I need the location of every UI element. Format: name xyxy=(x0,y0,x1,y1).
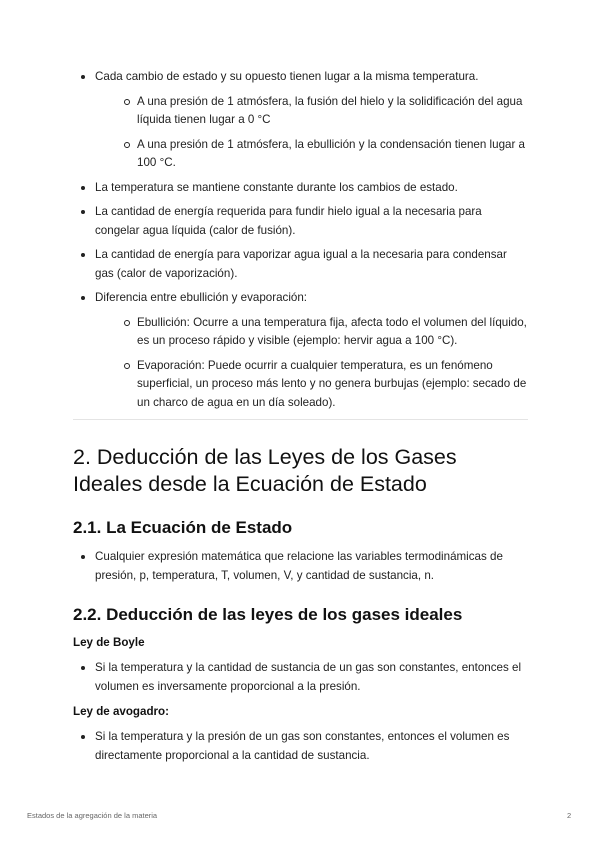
law-title: Ley de Boyle xyxy=(73,636,145,649)
section-title: 2. Deducción de las Leyes de los Gases Ideales desde la Ecuación de Estado xyxy=(73,445,457,496)
footer-document-title: Estados de la agregación de la materia xyxy=(27,811,158,820)
list-item-text: Diferencia entre ebullición y evaporación: xyxy=(95,291,308,304)
list-item: La cantidad de energía requerida para fundir hielo igual a la necesaria para congelar agua líquida (calor de fusión). xyxy=(73,203,528,240)
list-item: Cualquier expresión matemática que relacione las variables termodinámicas de presión, p, temperatura, T, volumen, V, y cantidad de sustancia, n. xyxy=(73,548,528,585)
list-item: Si la temperatura y la cantidad de sustancia de un gas son constantes, entonces el volumen es inversamente proporcional a la presión. xyxy=(73,659,528,696)
intro-list xyxy=(73,68,528,412)
avogadro-list xyxy=(73,728,528,765)
subsection-title: 2.2. Deducción de las leyes de los gases ideales xyxy=(73,605,463,624)
subsection-list xyxy=(73,548,528,585)
list-item: La temperatura se mantiene constante durante los cambios de estado. xyxy=(73,179,528,198)
list-item: Si la temperatura y la presión de un gas son constantes, entonces el volumen es directamente proporcional a la cantidad de sustancia. xyxy=(73,728,528,765)
sub-list-item: Evaporación: Puede ocurrir a cualquier temperatura, es un fenómeno superficial, un proceso más lento y no genera burbujas (ejemplo: secado de un charco de agua en un día soleado). xyxy=(95,357,528,413)
footer-page-number: 2 xyxy=(567,811,572,820)
list-item xyxy=(73,68,528,173)
page-content xyxy=(73,68,528,765)
subsection-title: 2.1. La Ecuación de Estado xyxy=(73,518,293,537)
list-item-text: Cada cambio de estado y su opuesto tienen lugar a la misma temperatura. xyxy=(95,70,479,83)
list-item xyxy=(73,289,528,412)
sub-list xyxy=(95,93,528,173)
law-title: Ley de avogadro: xyxy=(73,705,169,718)
sub-list-item: Ebullición: Ocurre a una temperatura fija, afecta todo el volumen del líquido, es un proceso rápido y visible (ejemplo: hervir agua a 100 °C). xyxy=(95,314,528,351)
boyle-list xyxy=(73,659,528,696)
sub-list xyxy=(95,314,528,413)
sub-list-item: A una presión de 1 atmósfera, la ebullición y la condensación tienen lugar a 100 °C. xyxy=(95,136,528,173)
section-divider xyxy=(73,419,528,420)
sub-list-item: A una presión de 1 atmósfera, la fusión del hielo y la solidificación del agua líquida tienen lugar a 0 °C xyxy=(95,93,528,130)
list-item: La cantidad de energía para vaporizar agua igual a la necesaria para condensar gas (calor de vaporización). xyxy=(73,246,528,283)
